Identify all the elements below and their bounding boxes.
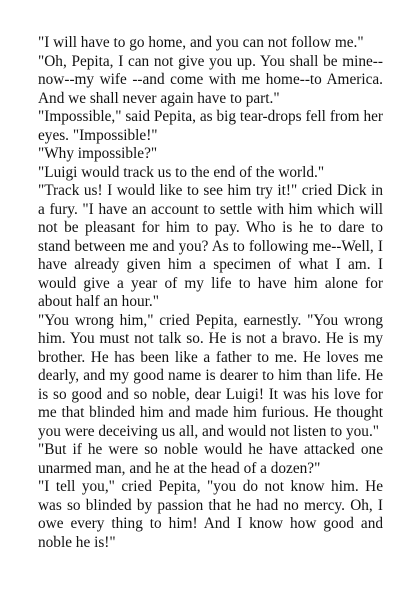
paragraph: "Impossible," said Pepita, as big tear-drops fell from her eyes. "Impossible!" [38, 108, 383, 144]
paragraph: "Luigi would track us to the end of the world." [38, 163, 325, 181]
paragraph: "But if he were so noble would he have attacked one unarmed man, and he at the head of a dozen?" [38, 441, 383, 477]
paragraph: "You wrong him," cried Pepita, earnestly. "You wrong him. You must not talk so. He is not a bravo. He is my brother. He has been like a father to me. He loves me dearly, and my good name is dearer to him than life. He is so good and so noble, dear Luigi! It was his love for me that blinded him and made him furious. He thought you were deceiving us all, and would not listen to you." [38, 311, 383, 440]
paragraph: "Oh, Pepita, I can not give you up. You shall be mine--now--my wife --and come with me home--to America. And we shall never again have to part." [38, 52, 383, 107]
paragraph: "Why impossible?" [38, 145, 158, 162]
paragraph: "I will have to go home, and you can not follow me." [38, 34, 364, 51]
paragraph: "I tell you," cried Pepita, "you do not know him. He was so blinded by passion that he had no mercy. Oh, I owe every thing to him! And I know how good and noble he is!" [38, 478, 383, 551]
page-text-block [38, 34, 383, 552]
paragraph: "Track us! I would like to see him try it!" cried Dick in a fury. "I have an account to settle with him which will not be pleasant for him to pay. Who is he to dare to stand between me and you? As to following me--Well, I have already given him a specimen of what I am. I would give a year of my life to have him alone for about half an hour." [38, 182, 383, 310]
